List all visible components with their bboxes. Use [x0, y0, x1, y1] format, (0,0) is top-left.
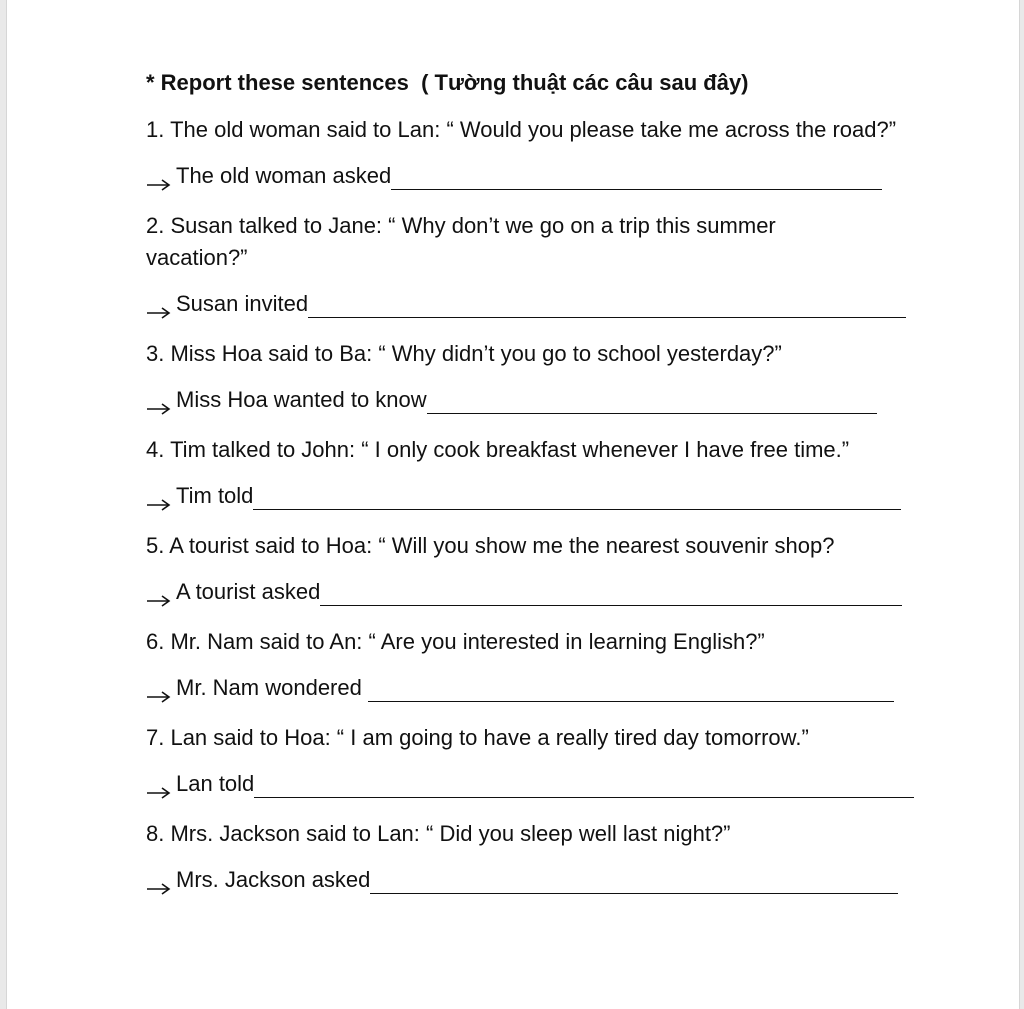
answer-prefix: Mr. Nam wondered	[176, 675, 368, 700]
answer-blank[interactable]	[253, 483, 901, 510]
answer-blank[interactable]	[308, 291, 906, 318]
exercise-item	[146, 114, 946, 192]
answer-blank[interactable]	[368, 675, 894, 702]
answer-line	[146, 672, 946, 704]
right-arrow-icon	[146, 402, 176, 416]
answer-line	[146, 768, 946, 800]
document-page	[6, 0, 1020, 1009]
answer-prefix: Miss Hoa wanted to know	[176, 387, 427, 412]
answer-blank[interactable]	[391, 163, 882, 190]
answer-line	[146, 384, 946, 416]
answer-prefix: Tim told	[176, 483, 254, 508]
exercise-item	[146, 338, 946, 416]
exercise-item	[146, 626, 946, 704]
question-text: 1. The old woman said to Lan: “ Would you please take me across the road?”	[146, 117, 897, 142]
question-text: 5. A tourist said to Hoa: “ Will you show me the nearest souvenir shop?	[146, 533, 835, 558]
question-text: 7. Lan said to Hoa: “ I am going to have a really tired day tomorrow.”	[146, 725, 809, 750]
answer-line	[146, 288, 946, 320]
answer-blank[interactable]	[320, 579, 902, 606]
exercise-item	[146, 210, 946, 320]
answer-prefix: Susan invited	[176, 291, 309, 316]
answer-blank[interactable]	[427, 387, 877, 414]
question-text: 6. Mr. Nam said to An: “ Are you interested in learning English?”	[146, 629, 765, 654]
answer-blank[interactable]	[254, 771, 914, 798]
question-text: 8. Mrs. Jackson said to Lan: “ Did you sleep well last night?”	[146, 821, 731, 846]
answer-line	[146, 576, 946, 608]
answer-prefix: A tourist asked	[176, 579, 321, 604]
exercise-item	[146, 530, 946, 608]
answer-line	[146, 864, 946, 896]
right-arrow-icon	[146, 786, 176, 800]
exercise-item	[146, 434, 946, 512]
right-arrow-icon	[146, 594, 176, 608]
worksheet	[146, 66, 946, 914]
right-arrow-icon	[146, 690, 176, 704]
answer-prefix: The old woman asked	[176, 163, 392, 188]
answer-blank[interactable]	[370, 867, 898, 894]
worksheet-heading: * Report these sentences ( Tường thuật các câu sau đây)	[146, 70, 749, 95]
right-arrow-icon	[146, 306, 176, 320]
exercise-item	[146, 722, 946, 800]
question-text: 2. Susan talked to Jane: “ Why don’t we go on a trip this summer vacation?”	[146, 213, 776, 270]
question-text: 4. Tim talked to John: “ I only cook breakfast whenever I have free time.”	[146, 437, 850, 462]
right-arrow-icon	[146, 178, 176, 192]
answer-line	[146, 480, 946, 512]
right-arrow-icon	[146, 498, 176, 512]
answer-line	[146, 160, 946, 192]
right-arrow-icon	[146, 882, 176, 896]
question-text: 3. Miss Hoa said to Ba: “ Why didn’t you go to school yesterday?”	[146, 341, 782, 366]
answer-prefix: Mrs. Jackson asked	[176, 867, 371, 892]
answer-prefix: Lan told	[176, 771, 255, 796]
exercise-item	[146, 818, 946, 896]
